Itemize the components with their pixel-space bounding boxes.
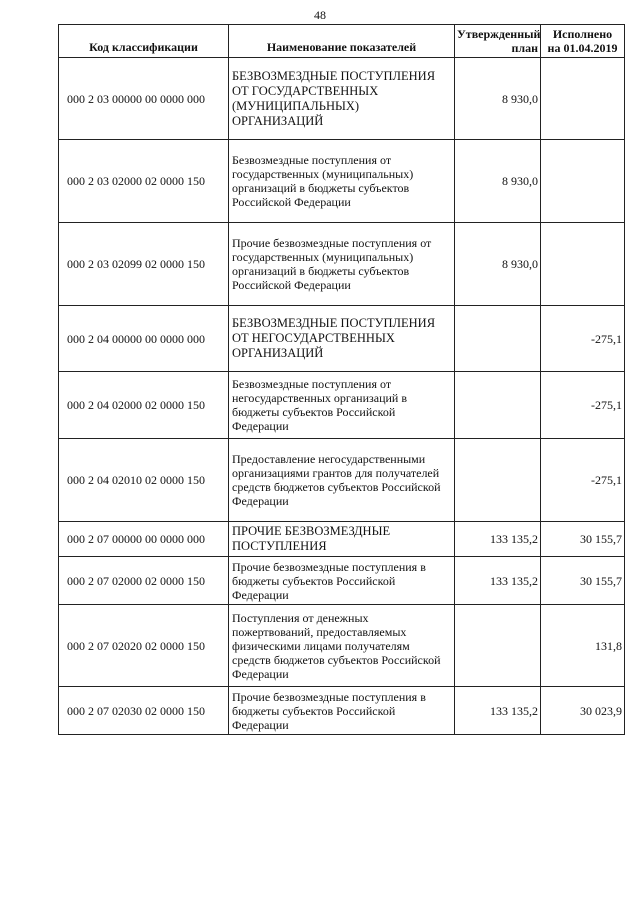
row-name: Безвозмездные поступления от негосударственных организаций в бюджеты субъектов Российской Федерации [229,372,455,439]
table-header-row [59,25,625,58]
row-code: 000 2 07 02020 02 0000 150 [59,605,229,687]
row-code: 000 2 07 00000 00 0000 000 [59,522,229,557]
row-name: БЕЗВОЗМЕЗДНЫЕ ПОСТУПЛЕНИЯ ОТ НЕГОСУДАРСТВЕННЫХ ОРГАНИЗАЦИЙ [229,306,455,372]
row-name: ПРОЧИЕ БЕЗВОЗМЕЗДНЫЕ ПОСТУПЛЕНИЯ [229,522,455,557]
row-name: Прочие безвозмездные поступления в бюджеты субъектов Российской Федерации [229,687,455,735]
table-row [59,372,625,439]
row-plan: 133 135,2 [455,687,541,735]
table-row [59,306,625,372]
header-plan-line1: Утвержденный [457,27,541,41]
row-done: -275,1 [541,439,625,522]
table-row [59,140,625,223]
table-row [59,58,625,140]
header-plan [455,25,541,58]
row-done: 30 023,9 [541,687,625,735]
header-done-line2: на 01.04.2019 [547,41,618,55]
row-plan [455,439,541,522]
row-name: Поступления от денежных пожертвований, предоставляемых физическими лицами получателям средств бюджетов субъектов Российской Федерации [229,605,455,687]
row-code: 000 2 04 02010 02 0000 150 [59,439,229,522]
row-done: -275,1 [541,372,625,439]
row-plan [455,605,541,687]
table-row [59,687,625,735]
row-plan: 8 930,0 [455,223,541,306]
row-code: 000 2 03 02099 02 0000 150 [59,223,229,306]
table-row [59,605,625,687]
row-done: 30 155,7 [541,557,625,605]
row-plan: 133 135,2 [455,522,541,557]
row-done [541,58,625,140]
row-name: Предоставление негосударственными организациями грантов для получателей средств бюджетов субъектов Российской Федерации [229,439,455,522]
table-row [59,557,625,605]
row-code: 000 2 03 00000 00 0000 000 [59,58,229,140]
header-done [541,25,625,58]
row-done: 131,8 [541,605,625,687]
row-plan: 8 930,0 [455,140,541,223]
row-done [541,223,625,306]
table-row [59,522,625,557]
header-plan-line2: план [511,41,538,55]
row-plan [455,372,541,439]
row-name: Безвозмездные поступления от государственных (муниципальных) организаций в бюджеты субъектов Российской Федерации [229,140,455,223]
page-number: 48 [314,8,326,22]
row-code: 000 2 07 02000 02 0000 150 [59,557,229,605]
row-name: Прочие безвозмездные поступления от государственных (муниципальных) организаций в бюджеты субъектов Российской Федерации [229,223,455,306]
table-row [59,439,625,522]
row-code: 000 2 04 00000 00 0000 000 [59,306,229,372]
header-done-line1: Исполнено [552,27,613,41]
row-code: 000 2 03 02000 02 0000 150 [59,140,229,223]
row-done: 30 155,7 [541,522,625,557]
header-code: Код классификации [59,25,229,58]
row-done: -275,1 [541,306,625,372]
row-done [541,140,625,223]
row-plan: 8 930,0 [455,58,541,140]
row-name: БЕЗВОЗМЕЗДНЫЕ ПОСТУПЛЕНИЯ ОТ ГОСУДАРСТВЕННЫХ (МУНИЦИПАЛЬНЫХ) ОРГАНИЗАЦИЙ [229,58,455,140]
budget-table [58,24,625,735]
header-name: Наименование показателей [229,25,455,58]
row-name: Прочие безвозмездные поступления в бюджеты субъектов Российской Федерации [229,557,455,605]
row-code: 000 2 04 02000 02 0000 150 [59,372,229,439]
table-row [59,223,625,306]
row-code: 000 2 07 02030 02 0000 150 [59,687,229,735]
row-plan: 133 135,2 [455,557,541,605]
row-plan [455,306,541,372]
